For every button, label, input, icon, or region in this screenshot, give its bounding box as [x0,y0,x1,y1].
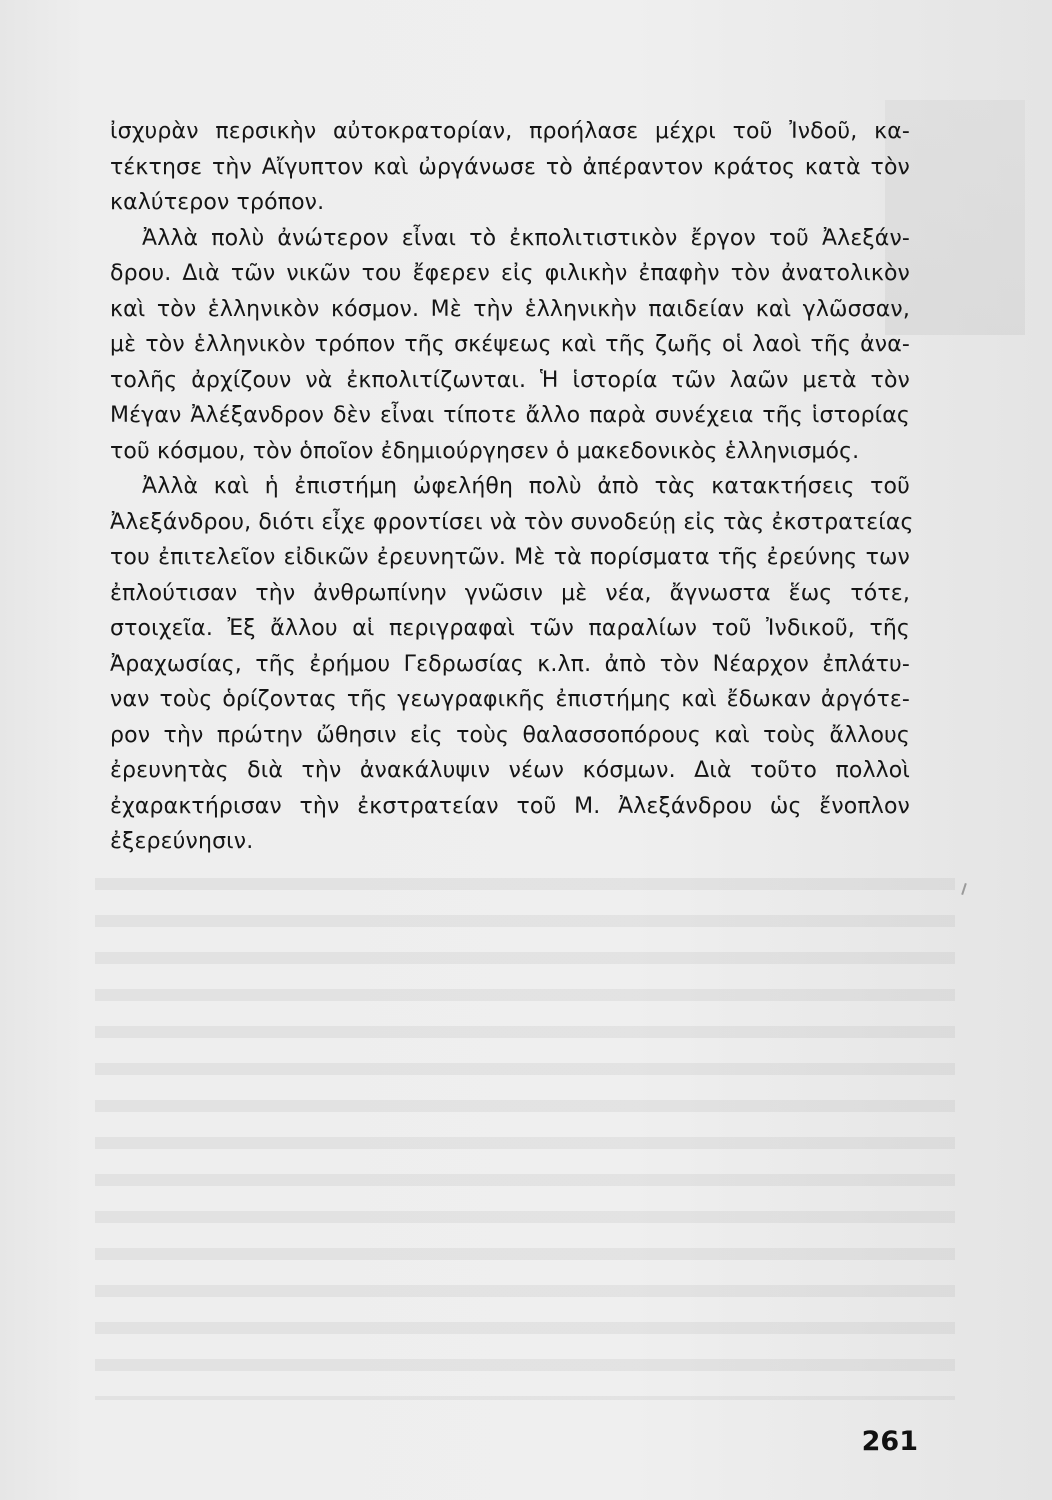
text-line: Ἀλλὰ καὶ ἡ ἐπιστήμη ὠφελήθη πολὺ ἀπὸ τὰς κατακτήσεις τοῦ [142,474,910,499]
text-line: Μέγαν Ἀλέξανδρον δὲν εἶναι τίποτε ἄλλο παρὰ συνέχεια τῆς ἱστορίας [110,403,910,428]
text-line: ἰσχυρὰν περσικὴν αὐτοκρατορίαν, προήλασε μέχρι τοῦ Ἰνδοῦ, κα- [110,119,910,144]
text-line: ἐξερεύνησιν. [110,829,254,854]
text-line: Ἀλλὰ πολὺ ἀνώτερον εἶναι τὸ ἐκπολιτιστικὸν ἔργον τοῦ Ἀλεξάν- [142,225,910,251]
text-line: Ἀλεξάνδρου, διότι εἶχε φροντίσει νὰ τὸν συνοδεύῃ εἰς τὰς ἐκστρατείας [110,509,914,535]
bleed-through-text [95,860,955,1400]
text-line: ἐπλούτισαν τὴν ἀνθρωπίνην γνῶσιν μὲ νέα, ἄγνωστα ἕως τότε, [110,580,910,606]
print-speck [961,883,967,895]
text-line: τέκτησε τὴν Αἴγυπτον καὶ ὠργάνωσε τὸ ἀπέραντον κράτος κατὰ τὸν [110,154,910,180]
text-line: δρου. Διὰ τῶν νικῶν του ἔφερεν εἰς φιλικὴν ἐπαφὴν τὸν ἀνατολικὸν [110,261,910,286]
text-line: ἐχαρακτήρισαν τὴν ἐκστρατείαν τοῦ Μ. Ἀλεξάνδρου ὡς ἔνοπλον [110,793,910,819]
body-text [110,114,914,860]
text-line: καλύτερον τρόπον. [110,190,325,215]
page-number: 261 [861,1426,918,1457]
text-line: τολῆς ἀρχίζουν νὰ ἐκπολιτίζωνται. Ἡ ἱστορία τῶν λαῶν μετὰ τὸν [110,367,910,393]
text-line: ἐρευνητὰς διὰ τὴν ἀνακάλυψιν νέων κόσμων. Διὰ τοῦτο πολλοὶ [110,758,910,783]
text-line: Ἀραχωσίας, τῆς ἐρήμου Γεδρωσίας κ.λπ. ἀπὸ τὸν Νέαρχον ἐπλάτυ- [110,651,910,677]
text-line: καὶ τὸν ἑλληνικὸν κόσμον. Μὲ τὴν ἑλληνικὴν παιδείαν καὶ γλῶσσαν, [110,296,910,322]
text-line: ναν τοὺς ὁρίζοντας τῆς γεωγραφικῆς ἐπιστήμης καὶ ἔδωκαν ἀργότε- [110,687,910,712]
text-line: του ἐπιτελεῖον εἰδικῶν ἐρευνητῶν. Μὲ τὰ πορίσματα τῆς ἐρεύνης των [110,545,910,570]
text-line: τοῦ κόσμου, τὸν ὁποῖον ἐδημιούργησεν ὁ μακεδονικὸς ἑλληνισμός. [110,438,860,464]
text-line: ρον τὴν πρώτην ὤθησιν εἰς τοὺς θαλασσοπόρους καὶ τοὺς ἄλλους [110,722,910,748]
text-line: μὲ τὸν ἑλληνικὸν τρόπον τῆς σκέψεως καὶ τῆς ζωῆς οἱ λαοὶ τῆς ἀνα- [110,332,910,357]
text-line: στοιχεῖα. Ἐξ ἄλλου αἱ περιγραφαὶ τῶν παραλίων τοῦ Ἰνδικοῦ, τῆς [110,616,910,641]
